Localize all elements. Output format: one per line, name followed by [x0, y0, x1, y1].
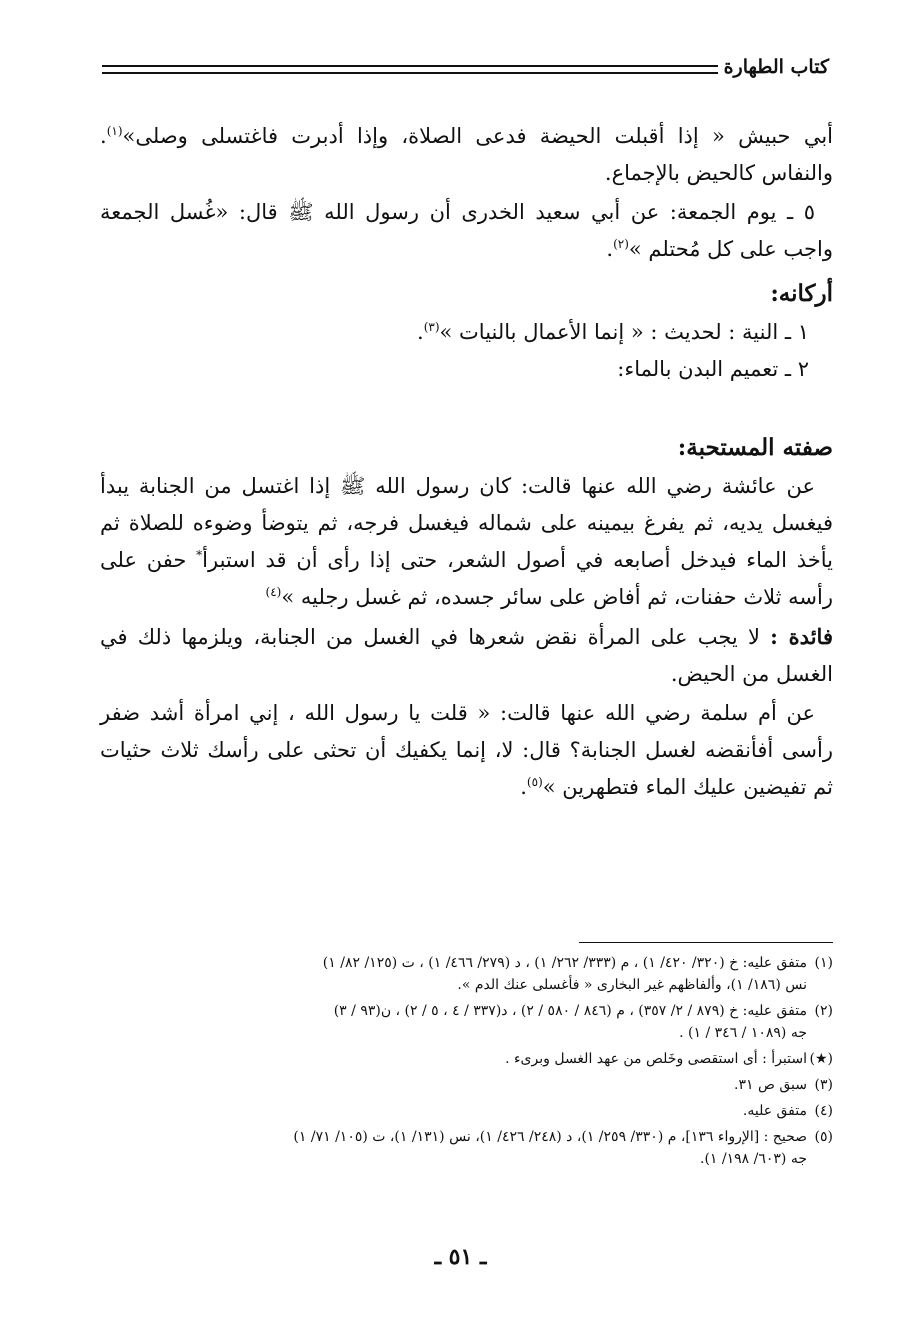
header-title: كتاب الطهارة: [723, 56, 829, 78]
paragraph-aisha: عن عائشة رضي الله عنها قالت: كان رسول الله ﷺ إذا اغتسل من الجنابة يبدأ فيغسل يديه، ثم يفرغ بيمينه على شماله فيغسل فرجه، ثم يتوضأ وضوءه للصلاة ثم يأخذ الماء فيدخل أصابعه في أصول الشعر، حتى إذا رأى أن قد استبرأ* حفن على رأسه ثلاث حفنات، ثم أفاض على سائر جسده، ثم غسل رجليه »$^{(٤)}$: [100, 474, 833, 609]
footnote-ref-5: (٥): [526, 775, 543, 789]
paragraph-faida: فائدة : لا يجب على المرأة نقض شعرها في الغسل من الجنابة، ويلزمها ذلك في الغسل من الحيض.: [100, 624, 833, 686]
footnote-4: (٤)متفق عليه.: [742, 1103, 833, 1119]
heading-sifa: صفته المستحبة:: [677, 434, 833, 461]
footnote-ref-2: (٢): [613, 237, 629, 251]
footnote-ref-3: (٣): [423, 320, 440, 334]
footnote-star: (★)استبرأ : أى استقصى وخَلص من عهد الغسل وبرىء .: [505, 1051, 833, 1067]
list-item-niyya: ١ ـ النية : لحديث : « إنما الأعمال بالنيات »$^{(٣)}$.: [417, 320, 809, 344]
footnote-3: (٣)سبق ص ٣١.: [734, 1077, 833, 1093]
page-number: ـ ٥١ ـ: [434, 1244, 487, 1270]
running-header: [102, 52, 829, 82]
footnotes: [100, 952, 833, 1174]
footnote-5: (٥)صحيح : [الإرواء ١٣٦]، م (٣٣٠/ ٢٥٩/ ١)، د (٢٤٨/ ٤٢٦/ ١)، نس (١٣١/ ١)، ت (١٠٥/ ٧١/ ١) جه (٦٠٣/ ١٩٨/ ١).: [293, 1129, 833, 1167]
footnote-1: (١)متفق عليه: خ (٣٢٠/ ٤٢٠/ ١) ، م (٣٣٣/ ٢٦٢/ ١) ، د (٢٧٩/ ٤٦٦/ ١) ، ت (١٢٥/ ٨٢/ ١) نس (١٨٦/ ١)، وألفاظهم غير البخارى « فأغسلى عنك الدم ».: [322, 955, 833, 993]
list-item-tamim: ٢ ـ تعميم البدن بالماء:: [617, 357, 809, 381]
heading-arkan: أركانه:: [770, 280, 833, 307]
footnote-ref-star: *: [196, 548, 203, 562]
footnote-separator: [579, 942, 833, 943]
paragraph-haid: أبي حبيش « إذا أقبلت الحيضة فدعى الصلاة، وإذا أدبرت فاغتسلى وصلى»$^{(١)}$. والنفاس كالحيض بالإجماع.: [100, 124, 833, 185]
footnote-2: (٢)متفق عليه: خ (٨٧٩ / ٢/ ٣٥٧) ، م (٨٤٦ / ٥٨٠ / ٢) ، د(٣٣٧ / ٤ ، ٥ / ٢) ، ن(٩٣ / ٣) جه (١٠٨٩ / ٣٤٦ / ١) .: [333, 1003, 833, 1041]
main-text: [100, 118, 833, 808]
header-rule: [102, 65, 718, 74]
paragraph-umm-salama: عن أم سلمة رضي الله عنها قالت: « قلت يا رسول الله ، إني امرأة أشد ضفر رأسى أفأنقضه لغسل الجنابة؟ قال: لا، إنما يكفيك أن تحثى على رأسك ثلاث حثيات ثم تفيضين عليك الماء فتطهرين »$^{(٥)}$.: [100, 701, 833, 799]
footnote-ref-1: (١): [106, 124, 123, 138]
paragraph-jumua: ٥ ـ يوم الجمعة: عن أبي سعيد الخدرى أن رسول الله ﷺ قال: «غُسل الجمعة واجب على كل مُحتلم »$^{(٢)}$.: [100, 200, 833, 261]
faida-label: فائدة :: [770, 624, 833, 649]
footnote-ref-4: (٤): [265, 585, 282, 599]
